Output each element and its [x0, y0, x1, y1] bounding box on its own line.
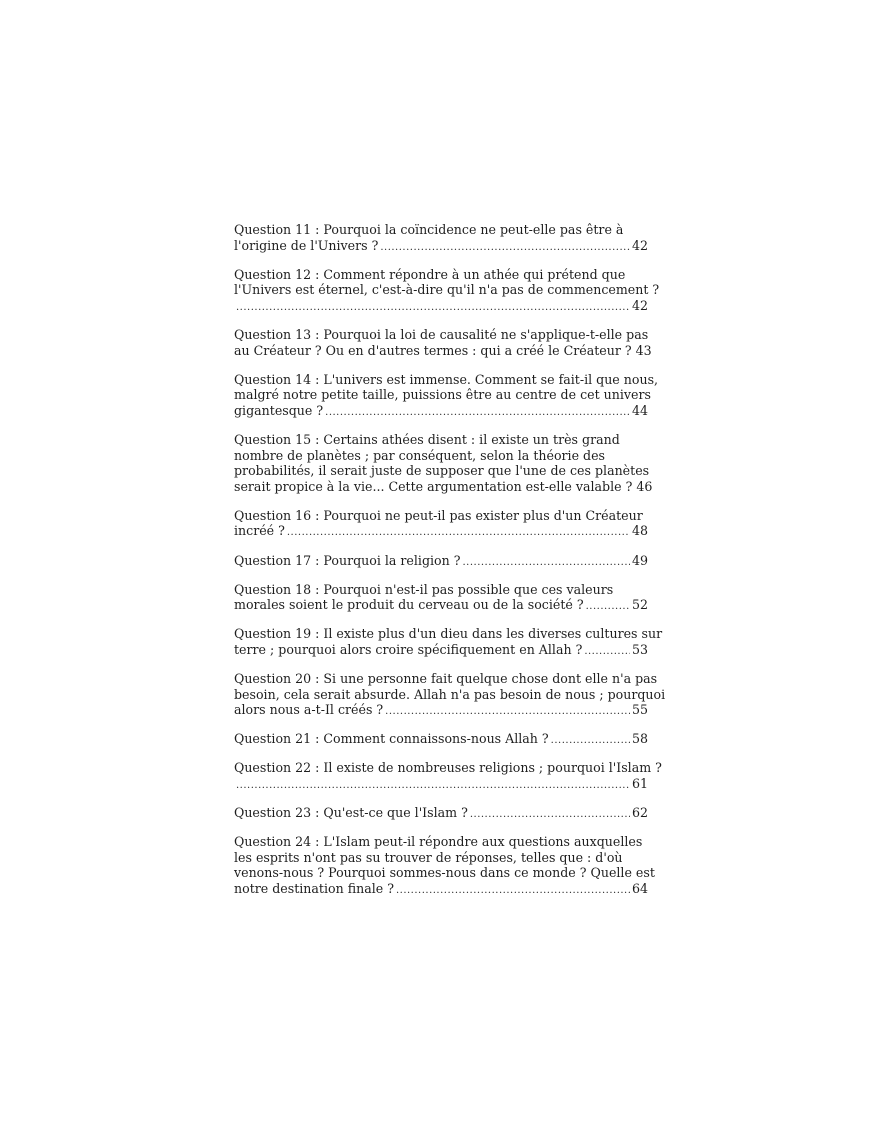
page-number: 53: [631, 641, 648, 657]
toc-entry[interactable]: [234, 553, 648, 571]
page-number: 52: [631, 597, 648, 613]
page-number: 49: [631, 552, 648, 568]
toc-entry-last-line: serait propice à la vie... Cette argumentation est-elle valable ?: [234, 478, 633, 494]
page-number: 46: [636, 478, 653, 494]
toc-entry-last-line: incréé ?: [234, 523, 285, 539]
toc-entry-leader-line: [234, 403, 648, 421]
dot-leader: [236, 300, 630, 316]
toc-entry[interactable]: [234, 805, 648, 823]
toc-entry[interactable]: [234, 731, 648, 749]
toc-entry-last-line: l'origine de l'Univers ?: [234, 237, 379, 253]
dot-leader: [396, 883, 630, 899]
toc-entry[interactable]: [234, 834, 655, 898]
toc-entry-text-line: Question 24 : L'Islam peut-il répondre aux questions auxquelles: [234, 834, 643, 850]
dot-leader: [551, 733, 630, 749]
page-number: 55: [631, 702, 648, 718]
page-number: 58: [631, 731, 648, 747]
toc-entry-leader-line: [234, 805, 648, 823]
page-number: 42: [631, 297, 648, 313]
toc-entry-text-line: Question 12 : Comment répondre à un athée qui prétend que: [234, 266, 626, 282]
toc-entry-leader-line: [234, 238, 648, 256]
toc-entry-leader-line: [234, 881, 648, 899]
toc-entry-leader-line: [234, 298, 648, 316]
toc-entry-text-line: Question 20 : Si une personne fait quelque chose dont elle n'a pas: [234, 670, 658, 686]
toc-entry-last-line: terre ; pourquoi alors croire spécifiquement en Allah ?: [234, 641, 583, 657]
toc-entry[interactable]: [234, 266, 660, 316]
toc-entry-last-line: alors nous a-t-Il créés ?: [234, 702, 384, 718]
toc-entry-text-line: Question 18 : Pourquoi n'est-il pas possible que ces valeurs: [234, 581, 614, 597]
toc-entry-text-line: malgré notre petite taille, puissions être au centre de cet univers: [234, 387, 651, 403]
page-number: 61: [631, 775, 648, 791]
toc-entry-text-line: Question 13 : Pourquoi la loi de causalité ne s'applique-t-elle pas: [234, 326, 649, 342]
dot-leader: [325, 405, 630, 421]
page-number: 48: [631, 523, 648, 539]
dot-leader: [584, 644, 630, 660]
toc-entry-last-line: morales soient le produit du cerveau ou de la société ?: [234, 597, 584, 613]
toc-entry[interactable]: [234, 222, 648, 255]
toc-entry-leader-line: [234, 478, 653, 497]
toc-entry-last-line: Question 21 : Comment connaissons-nous Allah ?: [234, 731, 549, 747]
toc-entry-last-line: gigantesque ?: [234, 402, 324, 418]
dot-leader: [385, 704, 630, 720]
toc-entry-text-line: Question 16 : Pourquoi ne peut-il pas exister plus d'un Créateur: [234, 507, 643, 523]
toc-entry-last-line: notre destination finale ?: [234, 880, 394, 896]
toc-entry-text-line: les esprits n'ont pas su trouver de réponses, telles que : d'où: [234, 849, 623, 865]
dot-leader: [380, 240, 630, 256]
dot-leader: [470, 807, 630, 823]
toc-entry-leader-line: [234, 731, 648, 749]
toc-entry-text-line: probabilités, il serait juste de supposer que l'une de ces planètes: [234, 463, 650, 479]
toc-entry-text-line: Question 15 : Certains athées disent : il existe un très grand: [234, 431, 620, 447]
toc-entry-leader-line: [234, 523, 648, 541]
toc-entry[interactable]: [234, 431, 653, 496]
toc-entry[interactable]: [234, 760, 662, 793]
toc-entry-text-line: venons-nous ? Pourquoi sommes-nous dans ce monde ? Quelle est: [234, 865, 655, 881]
toc-entry[interactable]: [234, 326, 652, 360]
toc-entry[interactable]: [234, 582, 648, 615]
dot-leader: [462, 555, 629, 571]
toc-entry-leader-line: [234, 702, 648, 720]
toc-entry-last-line: Question 17 : Pourquoi la religion ?: [234, 552, 461, 568]
page-number: 44: [631, 402, 648, 418]
toc-entry[interactable]: [234, 626, 663, 659]
toc-entry-text-line: Question 11 : Pourquoi la coïncidence ne peut-elle pas être à: [234, 222, 624, 237]
toc-entry-text-line: Question 22 : Il existe de nombreuses religions ; pourquoi l'Islam ?: [234, 760, 662, 776]
toc-entry-leader-line: [234, 597, 648, 615]
toc-entry-leader-line: [234, 342, 652, 361]
toc-entry-leader-line: [234, 776, 648, 794]
toc-entry-leader-line: [234, 642, 648, 660]
toc-entry[interactable]: [234, 371, 659, 421]
dot-leader: [586, 599, 630, 615]
toc-entry-text-line: nombre de planètes ; par conséquent, selon la théorie des: [234, 447, 606, 463]
toc-entry-text-line: Question 19 : Il existe plus d'un dieu dans les diverses cultures sur: [234, 626, 663, 642]
toc-entry-last-line: au Créateur ? Ou en d'autres termes : qui a créé le Créateur ?: [234, 342, 632, 358]
table-of-contents: [234, 222, 666, 910]
dot-leader: [287, 525, 630, 541]
toc-entry-text-line: Question 14 : L'univers est immense. Comment se fait-il que nous,: [234, 371, 659, 387]
toc-entry-text-line: l'Univers est éternel, c'est-à-dire qu'il n'a pas de commencement ?: [234, 282, 660, 298]
page-number: 43: [635, 342, 652, 358]
page-number: 62: [631, 805, 648, 821]
dot-leader: [236, 778, 630, 794]
toc-entry-text-line: besoin, cela serait absurde. Allah n'a pas besoin de nous ; pourquoi: [234, 686, 666, 702]
toc-entry[interactable]: [234, 508, 648, 541]
page-number: 64: [631, 880, 648, 896]
toc-entry-leader-line: [234, 553, 648, 571]
page-number: 42: [631, 237, 648, 253]
toc-entry[interactable]: [234, 670, 666, 720]
toc-entry-last-line: Question 23 : Qu'est-ce que l'Islam ?: [234, 805, 468, 821]
